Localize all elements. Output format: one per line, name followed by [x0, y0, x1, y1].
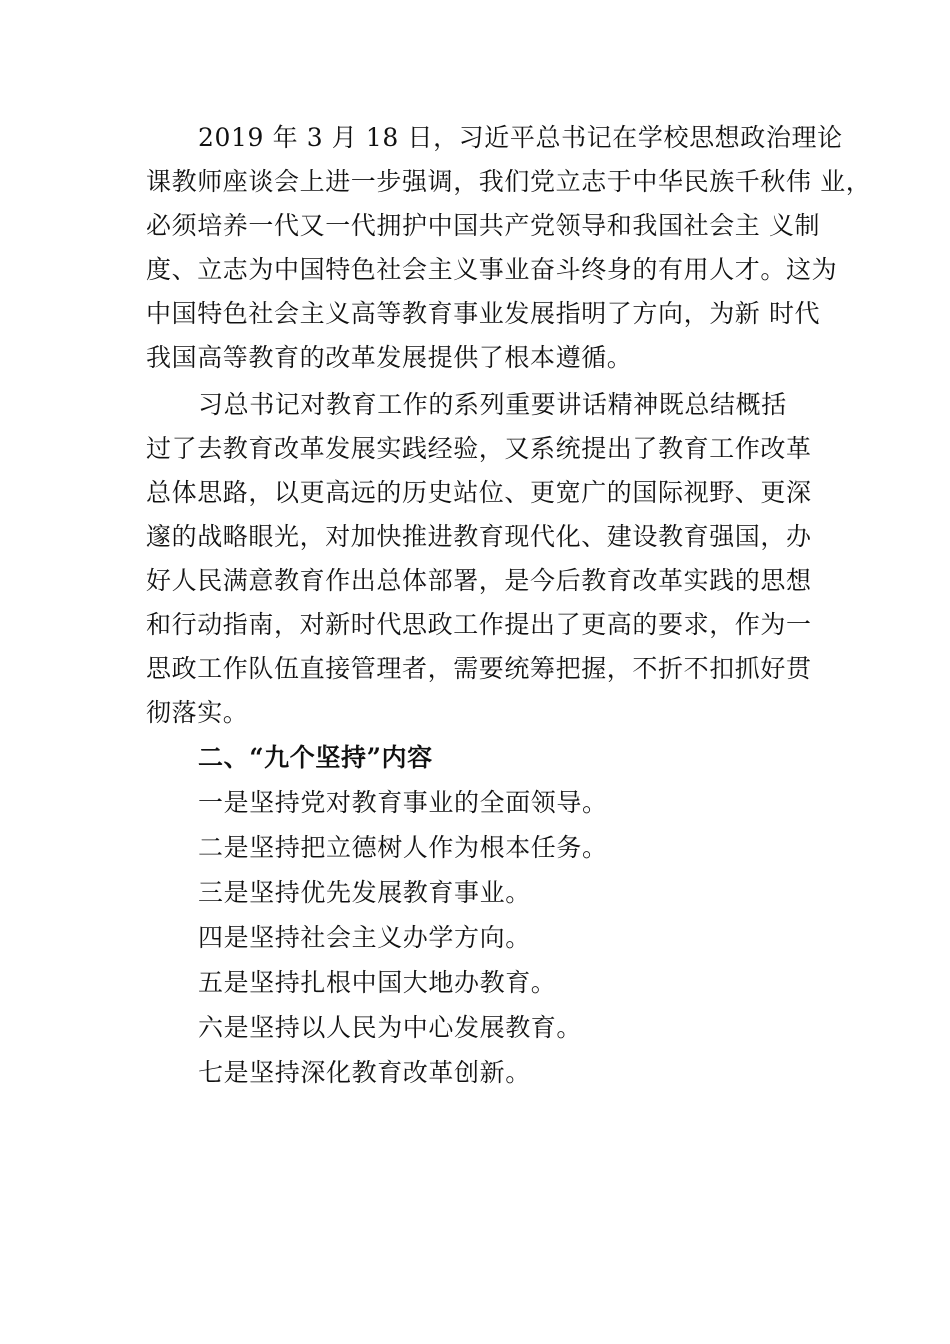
paragraph-2-line-8: 彻落实。	[146, 698, 249, 727]
paragraph-1-line-2: 课教师座谈会上进一步强调，我们党立志于中华民族千秋伟 业，	[146, 167, 872, 196]
list-item: 三是坚持优先发展教育事业。	[198, 878, 531, 907]
paragraph-2-line-5: 好人民满意教育作出总体部署，是今后教育改革实践的思想	[146, 566, 812, 595]
paragraph-2-line-3: 总体思路，以更高远的历史站位、更宽广的国际视野、更深	[146, 478, 812, 507]
paragraph-1-line-5: 中国特色社会主义高等教育事业发展指明了方向，为新 时代	[146, 299, 821, 328]
list-item: 七是坚持深化教育改革创新。	[198, 1058, 531, 1087]
paragraph-2-line-1: 习总书记对教育工作的系列重要讲话精神既总结概括	[198, 390, 787, 419]
paragraph-2-line-4: 邃的战略眼光，对加快推进教育现代化、建设教育强国，办	[146, 522, 812, 551]
paragraph-1-line-1: 2019 年 3 月 18 日，习近平总书记在学校思想政治理论	[198, 123, 843, 152]
list-item: 五是坚持扎根中国大地办教育。	[198, 968, 557, 997]
list-item: 一是坚持党对教育事业的全面领导。	[198, 788, 608, 817]
paragraph-1-line-4: 度、立志为中国特色社会主义事业奋斗终身的有用人才。这为	[146, 255, 838, 284]
list-item: 六是坚持以人民为中心发展教育。	[198, 1013, 583, 1042]
list-item: 二是坚持把立德树人作为根本任务。	[198, 833, 608, 862]
section-heading: 二、“九个坚持”内容	[198, 743, 433, 772]
paragraph-2-line-7: 思政工作队伍直接管理者，需要统筹把握，不折不扣抓好贯	[146, 654, 812, 683]
paragraph-1-line-3: 必须培养一代又一代拥护中国共产党领导和我国社会主 义制	[146, 211, 821, 240]
paragraph-2-line-6: 和行动指南，对新时代思政工作提出了更高的要求，作为一	[146, 610, 812, 639]
paragraph-2-line-2: 过了去教育改革发展实践经验，又系统提出了教育工作改革	[146, 434, 812, 463]
paragraph-1-line-6: 我国高等教育的改革发展提供了根本遵循。	[146, 343, 633, 372]
list-item: 四是坚持社会主义办学方向。	[198, 923, 531, 952]
